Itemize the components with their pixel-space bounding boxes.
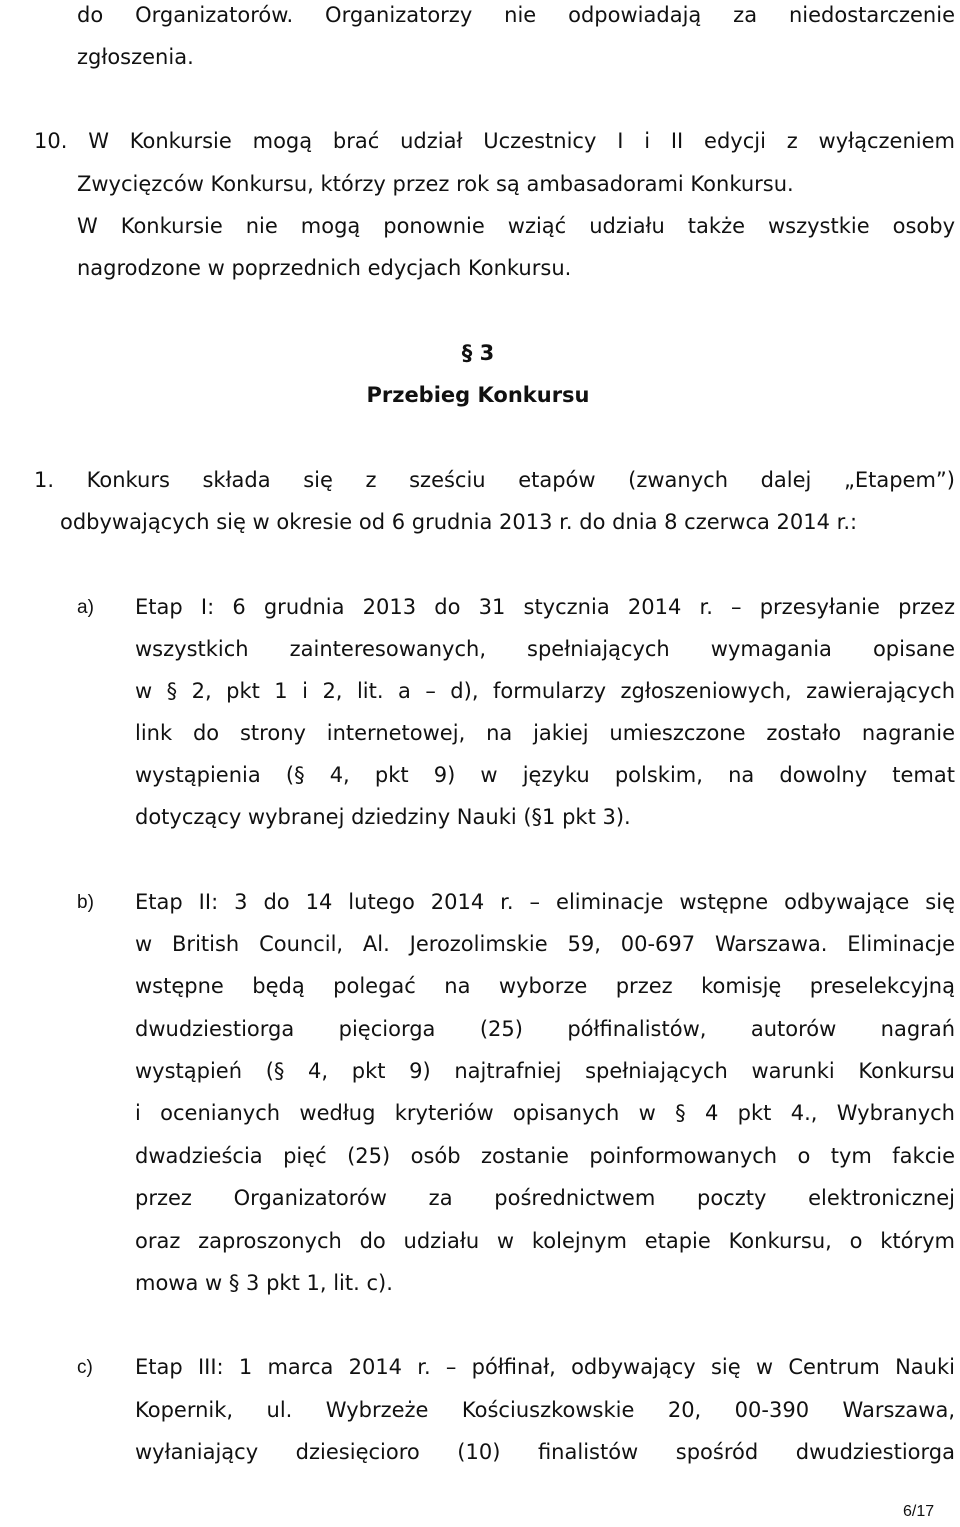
list-item-line: wyłaniający dziesięcioro (10) finalistów spośród dwudziestiorga xyxy=(135,1440,955,1464)
list-item-line: wystąpienia (§ 4, pkt 9) w języku polskim, na dowolny temat xyxy=(135,763,955,787)
list-item-line: przez Organizatorów za pośrednictwem poczty elektronicznej xyxy=(135,1186,955,1210)
list-item-line: wystąpień (§ 4, pkt 9) najtrafniej spełniających warunki Konkursu xyxy=(135,1059,955,1083)
list-item-line: dwadzieścia pięć (25) osób zostanie poinformowanych o tym fakcie xyxy=(135,1144,955,1168)
list-item-line: Etap III: 1 marca 2014 r. – półfinał, odbywający się w Centrum Nauki xyxy=(135,1355,955,1379)
list-label-a: a) xyxy=(77,597,94,618)
text-line: do Organizatorów. Organizatorzy nie odpowiadają za niedostarczenie xyxy=(77,3,955,27)
text-line: 10. W Konkursie mogą brać udział Uczestnicy I i II edycji z wyłączeniem xyxy=(34,129,955,153)
list-label-c: c) xyxy=(77,1357,93,1378)
list-item-line: oraz zaproszonych do udziału w kolejnym etapie Konkursu, o którym xyxy=(135,1229,955,1253)
list-item-line: dotyczący wybranej dziedziny Nauki (§1 pkt 3). xyxy=(135,805,631,829)
text-line: 1. Konkurs składa się z sześciu etapów (zwanych dalej „Etapem”) xyxy=(34,468,955,492)
text-line: Zwycięzców Konkursu, którzy przez rok są ambasadorami Konkursu. xyxy=(77,172,794,196)
list-item-line: w British Council, Al. Jerozolimskie 59, 00-697 Warszawa. Eliminacje xyxy=(135,932,955,956)
list-item-line: link do strony internetowej, na jakiej umieszczone zostało nagranie xyxy=(135,721,955,745)
text-line: nagrodzone w poprzednich edycjach Konkursu. xyxy=(77,256,572,280)
list-item-line: i ocenianych według kryteriów opisanych w § 4 pkt 4., Wybranych xyxy=(135,1101,955,1125)
list-item-line: Kopernik, ul. Wybrzeże Kościuszkowskie 20, 00-390 Warszawa, xyxy=(135,1398,955,1422)
section-title: Przebieg Konkursu xyxy=(366,383,590,407)
list-item-line: Etap I: 6 grudnia 2013 do 31 stycznia 2014 r. – przesyłanie przez xyxy=(135,595,955,619)
text-line: zgłoszenia. xyxy=(77,45,194,69)
list-item-line: w § 2, pkt 1 i 2, lit. a – d), formularzy zgłoszeniowych, zawierających xyxy=(135,679,955,703)
list-item-line: Etap II: 3 do 14 lutego 2014 r. – eliminacje wstępne odbywające się xyxy=(135,890,955,914)
section-number: § 3 xyxy=(461,341,495,365)
text-line: odbywających się w okresie od 6 grudnia 2013 r. do dnia 8 czerwca 2014 r.: xyxy=(60,510,858,534)
list-item-line: wszystkich zainteresowanych, spełniających wymagania opisane xyxy=(135,637,955,661)
list-item-line: mowa w § 3 pkt 1, lit. c). xyxy=(135,1271,393,1295)
list-item-line: dwudziestiorga pięciorga (25) półfinalistów, autorów nagrań xyxy=(135,1017,955,1041)
text-line: W Konkursie nie mogą ponownie wziąć udziału także wszystkie osoby xyxy=(77,214,955,238)
list-label-b: b) xyxy=(77,892,94,913)
page-number: 6/17 xyxy=(903,1503,935,1520)
list-item-line: wstępne będą polegać na wyborze przez komisję preselekcyjną xyxy=(135,974,955,998)
